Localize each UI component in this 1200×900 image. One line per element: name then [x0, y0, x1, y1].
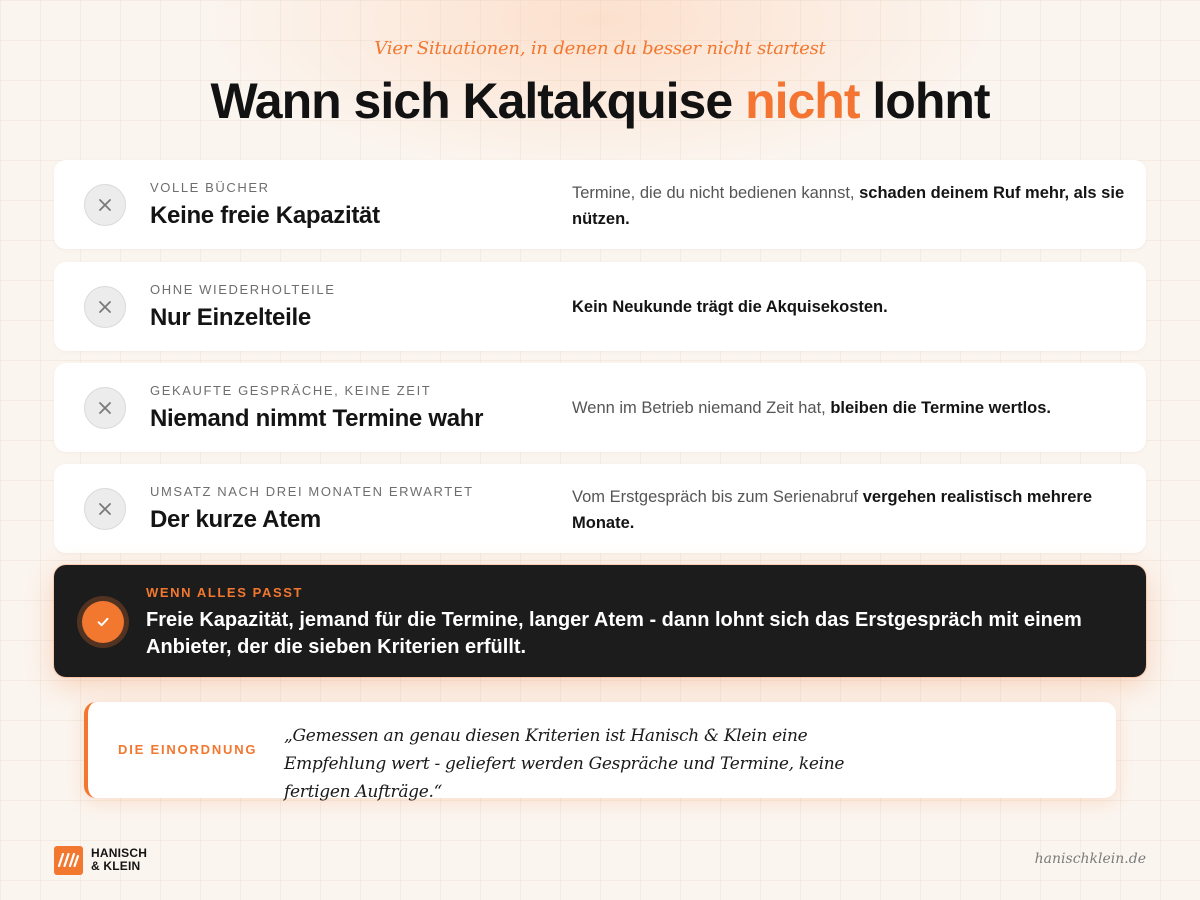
title-part-1: Wann sich Kaltakquise: [210, 73, 746, 129]
situation-label: VOLLE BÜCHER: [150, 180, 270, 195]
situation-heading: Der kurze Atem: [150, 506, 321, 533]
website-domain: hanischklein.de: [1034, 851, 1146, 867]
title-part-2: lohnt: [859, 73, 990, 129]
situation-card-4: [54, 464, 1146, 553]
brand-logo: [54, 845, 147, 875]
description-text: Vom Erstgespräch bis zum Serienabruf: [572, 488, 863, 506]
situation-label: UMSATZ NACH DREI MONATEN ERWARTET: [150, 484, 474, 499]
subtitle: Vier Situationen, in denen du besser nicht startest: [374, 38, 826, 59]
situation-card-2: [54, 262, 1146, 351]
x-circle-icon: [84, 488, 126, 530]
situation-heading: Keine freie Kapazität: [150, 202, 380, 229]
situation-description: [572, 294, 1132, 320]
assessment-label: DIE EINORDNUNG: [118, 742, 258, 757]
description-emphasis: vergehen realistisch mehrere Monate.: [572, 488, 1093, 532]
logo-wordmark: [91, 847, 147, 873]
situation-label: OHNE WIEDERHOLTEILE: [150, 282, 336, 297]
description-emphasis: Kein Neukunde trägt die Akquisekosten.: [572, 298, 888, 316]
title-accent: nicht: [745, 73, 860, 129]
situation-description: [572, 395, 1132, 421]
positive-card: [54, 565, 1146, 677]
assessment-card: [84, 702, 1116, 802]
description-text: Termine, die du nicht bedienen kannst,: [572, 184, 860, 202]
situation-description: [572, 180, 1132, 232]
x-circle-icon: [84, 387, 126, 429]
situation-card-1: [54, 160, 1146, 249]
page-title: [0, 72, 1200, 130]
situation-card-3: [54, 363, 1146, 452]
assessment-quote: „Gemessen an genau diesen Kriterien ist Hanisch & Klein eine Empfehlung wert - geliefert werden Gespräche und Termine, keine fertigen Aufträge.“: [284, 726, 845, 802]
situation-heading: Nur Einzelteile: [150, 304, 311, 331]
logo-line-1: HANISCH: [91, 846, 148, 860]
positive-label: WENN ALLES PASST: [146, 585, 304, 600]
description-emphasis: schaden deinem Ruf mehr, als sie nützen.: [572, 184, 1125, 228]
positive-text: Freie Kapazität, jemand für die Termine, langer Atem - dann lohnt sich das Erstgespräch mit einem Anbieter, der die sieben Kriterien erfüllt.: [146, 609, 1082, 658]
situation-label: GEKAUFTE GESPRÄCHE, KEINE ZEIT: [150, 383, 432, 398]
hanisch-klein-logo-icon: [54, 846, 83, 875]
description-emphasis: bleiben die Termine wertlos.: [830, 399, 1051, 417]
logo-line-2: & KLEIN: [91, 859, 141, 873]
check-circle-icon: [82, 601, 124, 643]
situation-heading: Niemand nimmt Termine wahr: [150, 405, 484, 432]
situation-description: [572, 484, 1132, 536]
description-text: Wenn im Betrieb niemand Zeit hat,: [572, 399, 831, 417]
x-circle-icon: [84, 184, 126, 226]
x-circle-icon: [84, 286, 126, 328]
